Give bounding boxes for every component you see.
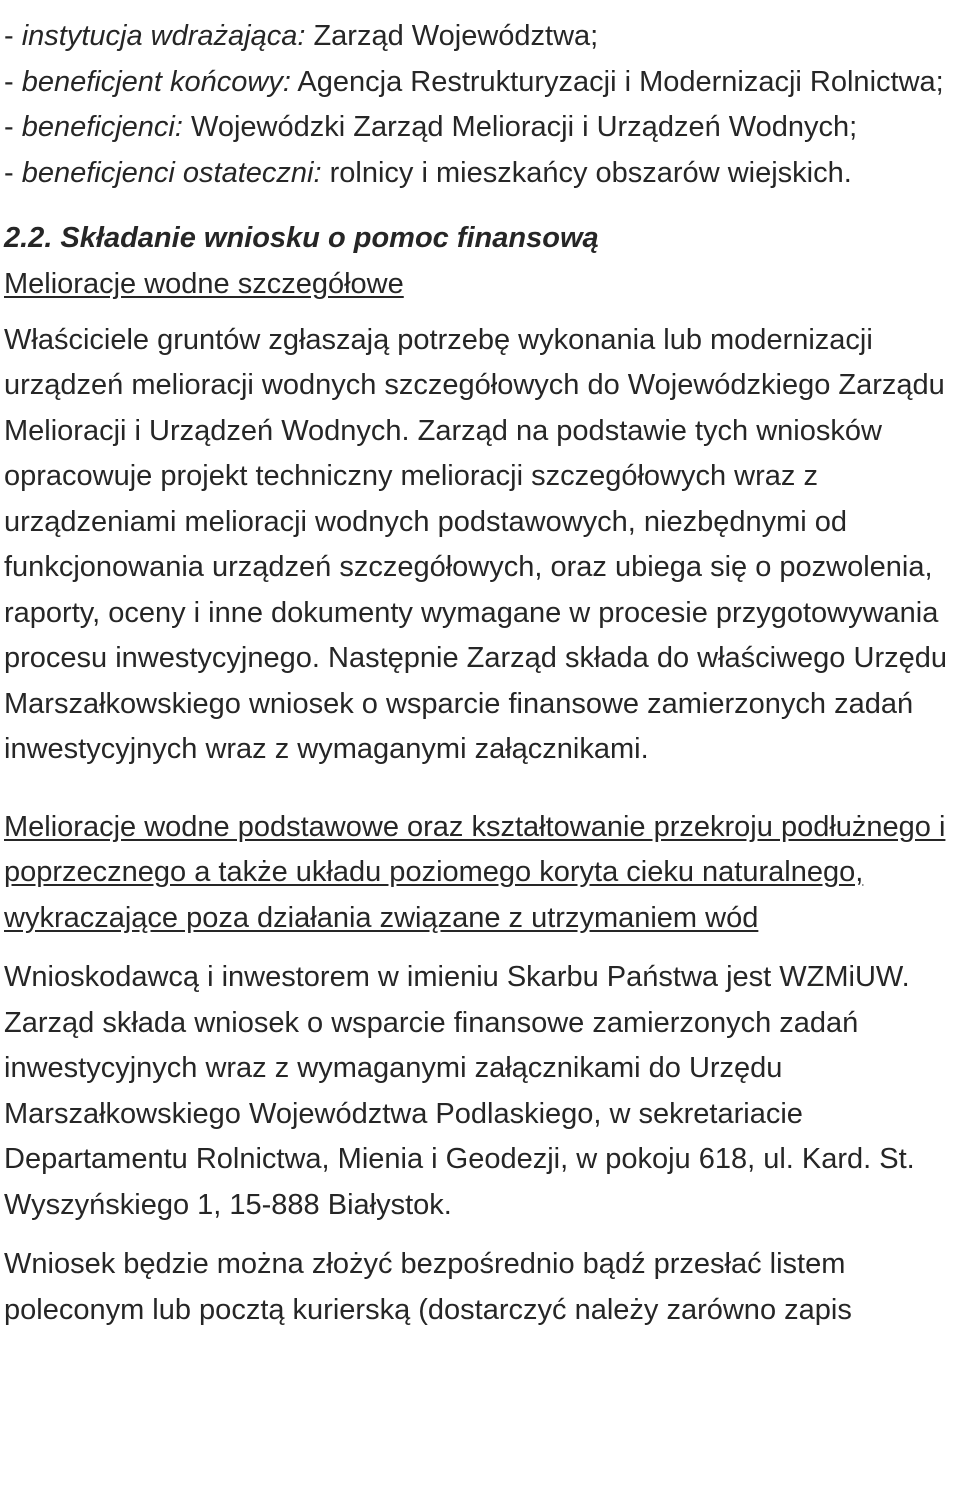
paragraph-submission: Wniosek będzie można złożyć bezpośrednio bądź przesłać listem poleconym lub pocztą kurierską (dostarczyć należy zarówno zapis	[4, 1248, 852, 1326]
beneficiary-list	[4, 14, 956, 196]
bullet-dash: -	[4, 20, 22, 52]
list-item	[4, 105, 956, 151]
bullet-dash: -	[4, 65, 22, 98]
subheading-detailed-melioration: Melioracje wodne szczegółowe	[4, 268, 404, 300]
list-item-term: instytucja wdrażająca:	[21, 20, 306, 52]
list-item-text: Agencja Restrukturyzacji i Modernizacji Rolnictwa;	[290, 65, 944, 98]
paragraph-detailed-melioration: Właściciele gruntów zgłaszają potrzebę wykonania lub modernizacji urządzeń melioracji wodnych szczegółowych do Wojewódzkiego Zarządu Melioracji i Urządzeń Wodnych. Zarząd na podstawie tych wniosków opracowuje projekt techniczny melioracji szczegółowych wraz z urządzeniami melioracji wodnych podstawowych, niezbędnymi od funkcjonowania urządzeń szczegółowych, oraz ubiega się o pozwolenia, raporty, oceny i inne dokumenty wymagane w procesie przygotowywania procesu inwestycyjnego. Następnie Zarząd składa do właściwego Urzędu Marszałkowskiego wniosek o wsparcie finansowe zamierzonych zadań inwestycyjnych wraz z wymaganymi załącznikami.	[4, 323, 947, 765]
document-page	[4, 0, 956, 1333]
paragraph-applicant: Wnioskodawcą i inwestorem w imieniu Skarbu Państwa jest WZMiUW. Zarząd składa wniosek o wsparcie finansowe zamierzonych zadań inwestycyjnych wraz z wymaganymi załącznikami do Urzędu Marszałkowskiego Województwa Podlaskiego, w sekretariacie Departamentu Rolnictwa, Mienia i Geodezji, w pokoju 618, ul. Kard. St. Wyszyńskiego 1, 15-888 Białystok.	[4, 961, 915, 1221]
list-item-text: Zarząd Województwa;	[305, 20, 599, 52]
list-item-term: beneficjenci ostateczni:	[21, 156, 322, 189]
bullet-dash: -	[4, 156, 22, 189]
list-item	[4, 14, 956, 60]
list-item-text: rolnicy i mieszkańcy obszarów wiejskich.	[321, 156, 852, 189]
list-item-term: beneficjenci:	[21, 111, 183, 143]
subheading-basic-melioration: Melioracje wodne podstawowe oraz kształtowanie przekroju podłużnego i poprzecznego a także układu poziomego koryta cieku naturalnego, wykraczające poza działania związane z utrzymaniem wód	[4, 810, 946, 934]
section-heading: 2.2. Składanie wniosku o pomoc finansową	[4, 222, 599, 254]
list-item	[4, 60, 956, 106]
list-item-text: Wojewódzki Zarząd Melioracji i Urządzeń Wodnych;	[182, 111, 858, 143]
list-item	[4, 151, 956, 197]
list-item-term: beneficjent końcowy:	[21, 65, 291, 98]
bullet-dash: -	[4, 111, 22, 143]
